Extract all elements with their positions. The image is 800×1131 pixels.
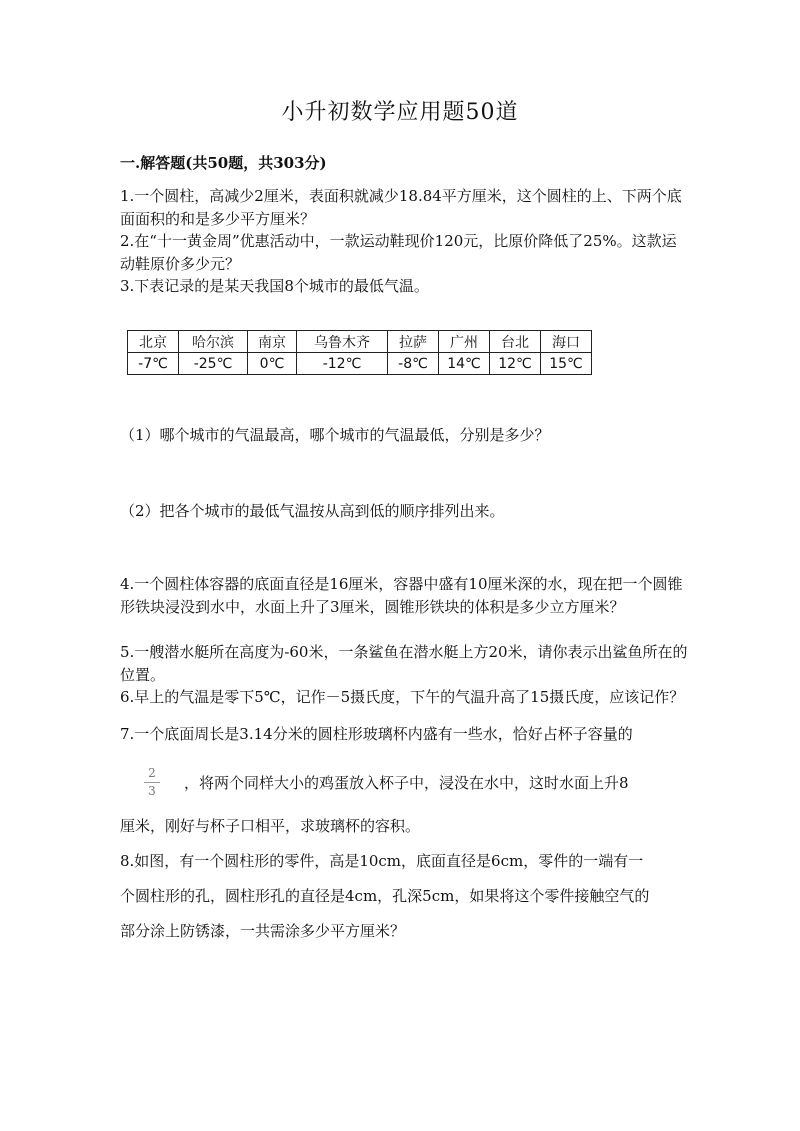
table-cell: -12℃: [297, 353, 388, 375]
question-5: 5.一艘潜水艇所在高度为-60米，一条鲨鱼在潜水艇上方20米，请你表示出鲨鱼所在的位置。: [120, 643, 688, 684]
question-7-line-1: 7.一个底面周长是3.14分米的圆柱形玻璃杯内盛有一些水，恰好占杯子容量的: [120, 725, 633, 743]
table-cell: -25℃: [179, 353, 248, 375]
question-3-part-2: （2）把各个城市的最低气温按从高到低的顺序排列出来。: [120, 502, 505, 520]
fraction-numerator: 2: [148, 766, 156, 780]
question-3-part-1: （1）哪个城市的气温最高，哪个城市的气温最低，分别是多少？: [120, 426, 550, 444]
table-cell: 14℃: [439, 353, 490, 375]
question-6: 6.早上的气温是零下5℃，记作－5摄氏度，下午的气温升高了15摄氏度，应该记作？: [120, 688, 685, 706]
table-cell: 0℃: [248, 353, 297, 375]
question-1: 1.一个圆柱，高减少2厘米，表面积就减少18.84平方厘米，这个圆柱的上、下两个底面面积的和是多少平方厘米？: [120, 187, 682, 228]
question-3: 3.下表记录的是某天我国8个城市的最低气温。: [120, 277, 429, 295]
table-cell: -8℃: [388, 353, 439, 375]
page-title: 小升初数学应用题50道: [281, 100, 519, 125]
question-7-line-2: ，将两个同样大小的鸡蛋放入杯子中，浸没在水中，这时水面上升8: [184, 774, 629, 792]
table-cell: 台北: [490, 331, 541, 353]
table-row-temps: [128, 353, 592, 375]
question-8-line-2: 个圆柱形的孔，圆柱形孔的直径是4cm，孔深5cm，如果将这个零件接触空气的: [120, 887, 650, 905]
table-cell: 北京: [128, 331, 179, 353]
table-cell: 南京: [248, 331, 297, 353]
question-4: 4.一个圆柱体容器的底面直径是16厘米，容器中盛有10厘米深的水，现在把一个圆锥形铁块浸没到水中，水面上升了3厘米，圆锥形铁块的体积是多少立方厘米？: [120, 575, 683, 616]
table-cell: 15℃: [541, 353, 592, 375]
question-8-line-3: 部分涂上防锈漆，一共需涂多少平方厘米？: [120, 922, 406, 940]
fraction-bar: [144, 782, 160, 783]
question-8-line-1: 8.如图，有一个圆柱形的零件，高是10cm，底面直径是6cm，零件的一端有一: [120, 852, 644, 870]
table-cell: 拉萨: [388, 331, 439, 353]
table-cell: 海口: [541, 331, 592, 353]
table-cell: 哈尔滨: [179, 331, 248, 353]
table-row-cities: [128, 331, 592, 353]
section-heading: 一.解答题(共50题，共303分): [120, 154, 327, 172]
question-7-line-3: 厘米，刚好与杯子口相平，求玻璃杯的容积。: [120, 817, 421, 835]
table-cell: -7℃: [128, 353, 179, 375]
table-cell: 广州: [439, 331, 490, 353]
temperature-table: [127, 330, 592, 375]
table-cell: 12℃: [490, 353, 541, 375]
fraction-denominator: 3: [148, 784, 156, 798]
fraction-two-thirds: [143, 766, 161, 799]
question-2: 2.在“十一黄金周”优惠活动中，一款运动鞋现价120元，比原价降低了25%。这款运动鞋原价多少元？: [120, 232, 677, 273]
table-cell: 乌鲁木齐: [297, 331, 388, 353]
